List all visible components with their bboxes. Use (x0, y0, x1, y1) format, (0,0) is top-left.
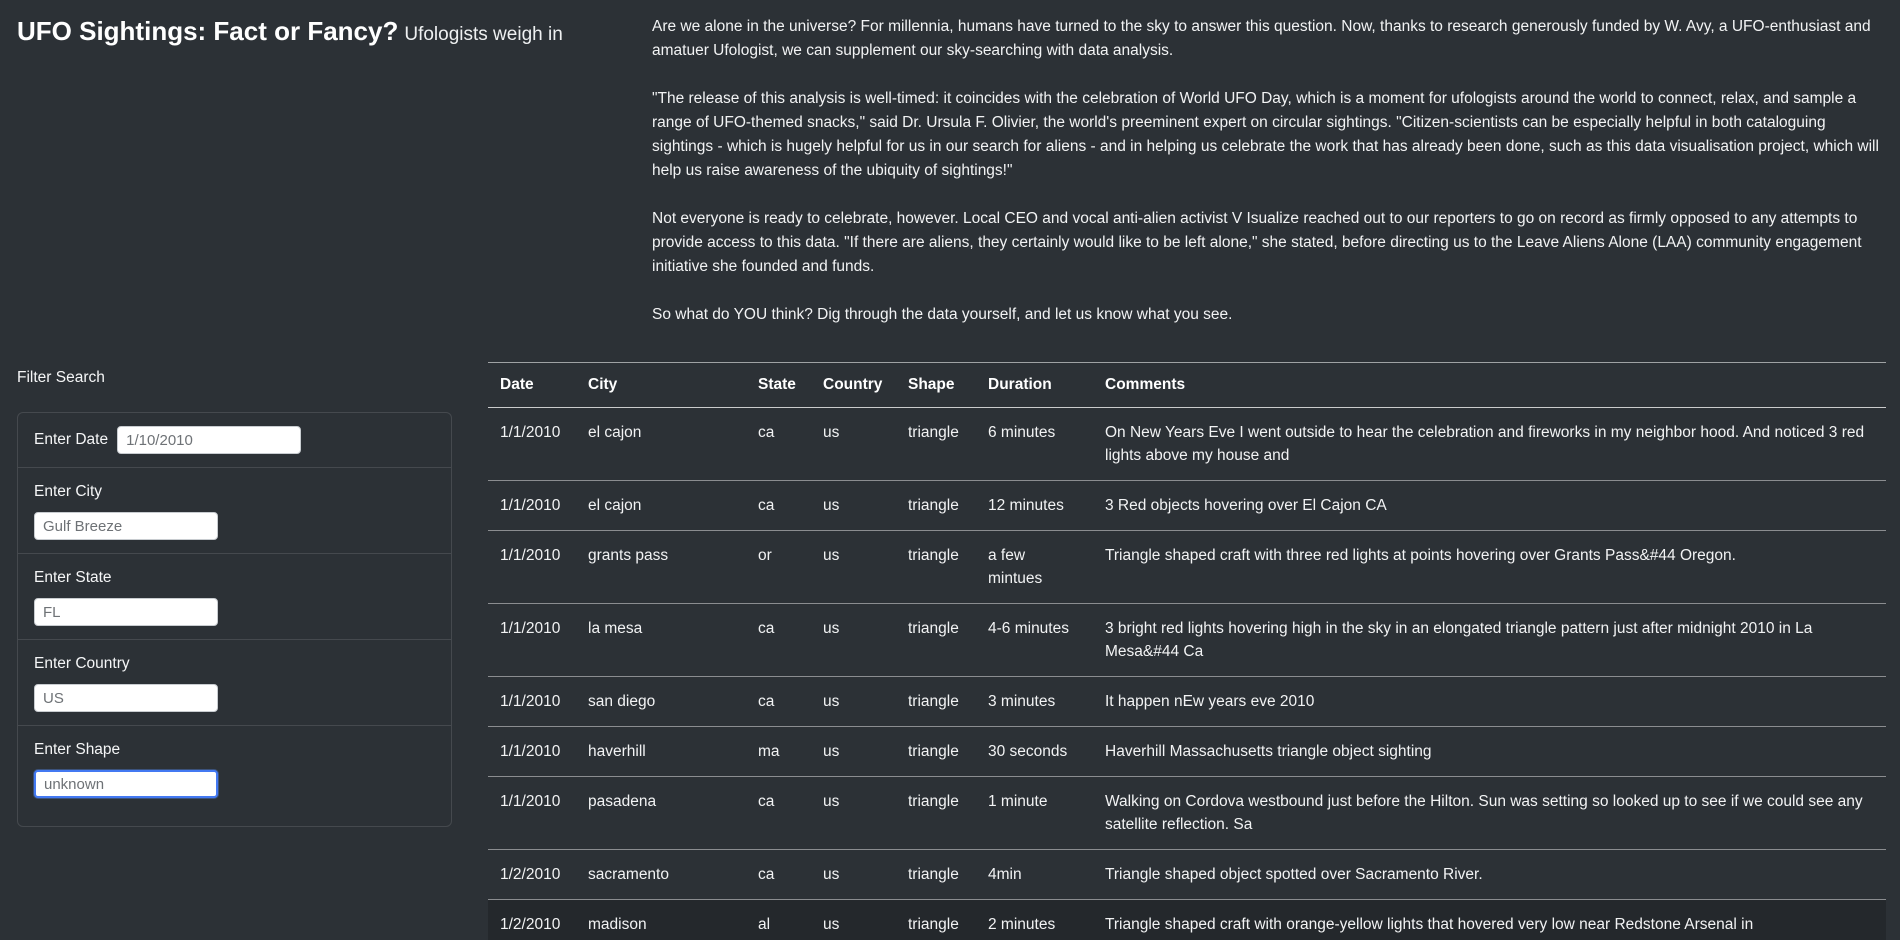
cell-duration: 4min (976, 850, 1093, 900)
col-header-duration: Duration (976, 363, 1093, 408)
cell-date: 1/1/2010 (488, 777, 576, 850)
table-row (488, 604, 1886, 677)
shape-input[interactable] (34, 770, 218, 798)
country-input[interactable] (34, 684, 218, 712)
cell-city: grants pass (576, 531, 746, 604)
cell-city: sacramento (576, 850, 746, 900)
city-input[interactable] (34, 512, 218, 540)
cell-duration: 2 minutes (976, 900, 1093, 940)
cell-country: us (811, 677, 896, 727)
col-header-comments: Comments (1093, 363, 1886, 408)
date-label: Enter Date (34, 431, 109, 448)
cell-city: el cajon (576, 481, 746, 531)
cell-city: la mesa (576, 604, 746, 677)
cell-comments: On New Years Eve I went outside to hear the celebration and fireworks in my neighbor hood. And noticed 3 red lights above my house and (1093, 408, 1886, 481)
cell-state: ca (746, 777, 811, 850)
table-row (488, 727, 1886, 777)
filter-item-country (18, 640, 451, 726)
cell-state: ca (746, 677, 811, 727)
cell-date: 1/1/2010 (488, 677, 576, 727)
table-row (488, 677, 1886, 727)
cell-state: or (746, 531, 811, 604)
cell-city: haverhill (576, 727, 746, 777)
table-row (488, 408, 1886, 481)
cell-comments: 3 bright red lights hovering high in the sky in an elongated triangle pattern just after midnight 2010 in La Mesa&#44 Ca (1093, 604, 1886, 677)
cell-shape: triangle (896, 604, 976, 677)
intro-article (652, 15, 1880, 351)
cell-shape: triangle (896, 481, 976, 531)
cell-date: 1/1/2010 (488, 481, 576, 531)
cell-shape: triangle (896, 850, 976, 900)
page-subtitle: Ufologists weigh in (404, 24, 563, 45)
col-header-shape: Shape (896, 363, 976, 408)
table-header-row (488, 363, 1886, 408)
sightings-table (488, 362, 1886, 940)
cell-city: madison (576, 900, 746, 940)
cell-country: us (811, 777, 896, 850)
col-header-state: State (746, 363, 811, 408)
cell-comments: Triangle shaped craft with three red lights at points hovering over Grants Pass&#44 Oregon. (1093, 531, 1886, 604)
cell-country: us (811, 850, 896, 900)
cell-country: us (811, 531, 896, 604)
state-input[interactable] (34, 598, 218, 626)
table-row (488, 481, 1886, 531)
table-row (488, 850, 1886, 900)
cell-city: pasadena (576, 777, 746, 850)
col-header-date: Date (488, 363, 576, 408)
cell-state: ca (746, 850, 811, 900)
cell-state: ca (746, 481, 811, 531)
cell-shape: triangle (896, 531, 976, 604)
cell-comments: Walking on Cordova westbound just before the Hilton. Sun was setting so looked up to see if we could see any satellite reflection. Sa (1093, 777, 1886, 850)
cell-city: el cajon (576, 408, 746, 481)
cell-date: 1/2/2010 (488, 900, 576, 940)
table-row (488, 777, 1886, 850)
cell-shape: triangle (896, 677, 976, 727)
filter-panel (17, 412, 452, 827)
cell-date: 1/1/2010 (488, 727, 576, 777)
cell-date: 1/1/2010 (488, 604, 576, 677)
cell-duration: 1 minute (976, 777, 1093, 850)
cell-country: us (811, 408, 896, 481)
site-header (17, 16, 563, 47)
cell-country: us (811, 727, 896, 777)
cell-country: us (811, 481, 896, 531)
shape-label: Enter Shape (34, 741, 121, 758)
cell-date: 1/1/2010 (488, 531, 576, 604)
cell-comments: Triangle shaped craft with orange-yellow lights that hovered very low near Redstone Arsenal in (1093, 900, 1886, 940)
cell-comments: 3 Red objects hovering over El Cajon CA (1093, 481, 1886, 531)
filter-item-state (18, 554, 451, 640)
cell-city: san diego (576, 677, 746, 727)
cell-duration: 3 minutes (976, 677, 1093, 727)
date-input[interactable] (117, 426, 301, 454)
cell-duration: a few mintues (976, 531, 1093, 604)
cell-shape: triangle (896, 900, 976, 940)
intro-paragraph-3: Not everyone is ready to celebrate, however. Local CEO and vocal anti-alien activist V Isualize reached out to our reporters to go on record as firmly opposed to any attempts to provide access to this data. "If there are aliens, they certainly would like to be left alone," she stated, before directing us to the Leave Aliens Alone (LAA) community engagement initiative she founded and funds. (652, 210, 1862, 275)
filter-item-date (18, 413, 451, 468)
page-title: UFO Sightings: Fact or Fancy? (17, 16, 399, 46)
filter-item-shape (18, 726, 451, 826)
intro-paragraph-1: Are we alone in the universe? For millennia, humans have turned to the sky to answer this question. Now, thanks to research generously funded by W. Avy, a UFO-enthusiast and amatuer Ufologist, we can supplement our sky-searching with data analysis. (652, 18, 1871, 59)
cell-duration: 6 minutes (976, 408, 1093, 481)
cell-date: 1/1/2010 (488, 408, 576, 481)
filter-search-heading: Filter Search (17, 369, 105, 386)
cell-comments: It happen nEw years eve 2010 (1093, 677, 1886, 727)
col-header-city: City (576, 363, 746, 408)
col-header-country: Country (811, 363, 896, 408)
cell-comments: Triangle shaped object spotted over Sacramento River. (1093, 850, 1886, 900)
cell-date: 1/2/2010 (488, 850, 576, 900)
cell-shape: triangle (896, 777, 976, 850)
cell-duration: 30 seconds (976, 727, 1093, 777)
table-row (488, 900, 1886, 940)
filter-item-city (18, 468, 451, 554)
country-label: Enter Country (34, 655, 130, 672)
state-label: Enter State (34, 569, 112, 586)
cell-duration: 12 minutes (976, 481, 1093, 531)
cell-shape: triangle (896, 408, 976, 481)
intro-paragraph-2: "The release of this analysis is well-timed: it coincides with the celebration of World UFO Day, which is a moment for ufologists around the world to connect, relax, and sample a range of UFO-themed snacks," said Dr. Ursula F. Olivier, the world's preeminent expert on circular sightings. "Citizen-scientists can be especially helpful in both cataloguing sightings - which is hugely helpful for us in our search for aliens - and in helping us celebrate the work that has already been done, such as this data visualisation project, which will help us raise awareness of the ubiquity of sightings!" (652, 90, 1879, 179)
cell-state: ca (746, 604, 811, 677)
table-row (488, 531, 1886, 604)
cell-duration: 4-6 minutes (976, 604, 1093, 677)
cell-country: us (811, 900, 896, 940)
cell-state: ma (746, 727, 811, 777)
cell-state: ca (746, 408, 811, 481)
cell-country: us (811, 604, 896, 677)
city-label: Enter City (34, 483, 103, 500)
intro-paragraph-4: So what do YOU think? Dig through the data yourself, and let us know what you see. (652, 306, 1233, 323)
cell-comments: Haverhill Massachusetts triangle object sighting (1093, 727, 1886, 777)
cell-shape: triangle (896, 727, 976, 777)
cell-state: al (746, 900, 811, 940)
